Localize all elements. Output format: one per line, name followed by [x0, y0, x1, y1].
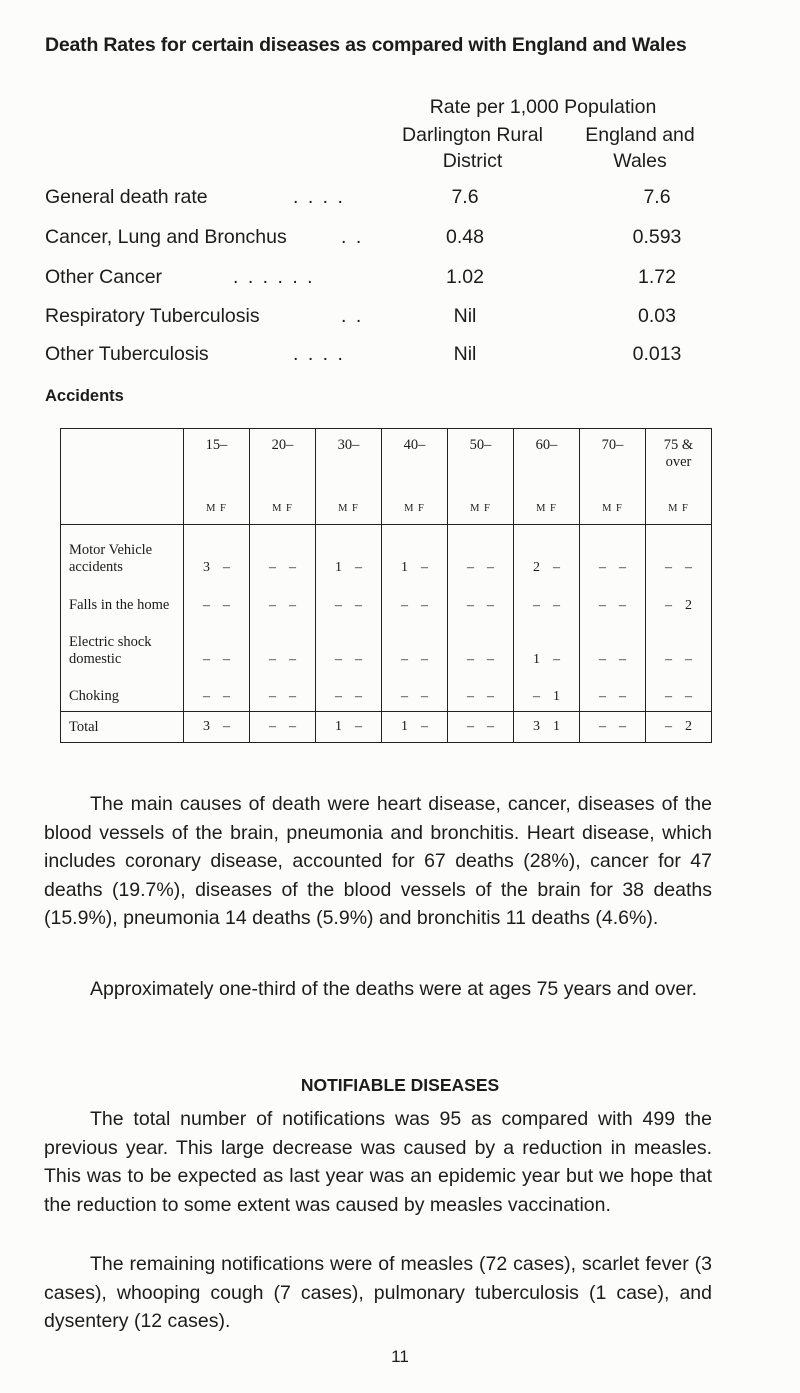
total-cell: [448, 712, 514, 743]
page-title: Death Rates for certain diseases as compared with England and Wales: [45, 34, 687, 56]
england-rate: 0.593: [632, 226, 682, 248]
male-value: –: [665, 651, 672, 667]
rate-label: Respiratory Tuberculosis: [45, 305, 260, 327]
age-group-extra: over: [665, 454, 692, 470]
accidents-table: [60, 428, 712, 743]
sex-label: M F: [602, 503, 623, 514]
male-value: –: [335, 597, 342, 613]
data-cell: [646, 525, 712, 582]
male-value: –: [467, 719, 474, 734]
female-value: 2: [685, 719, 692, 734]
male-value: –: [665, 597, 672, 613]
female-value: –: [619, 719, 626, 734]
female-value: –: [685, 689, 692, 704]
rate-label: Cancer, Lung and Bronchus: [45, 226, 287, 248]
sex-label: M F: [470, 503, 491, 514]
female-value: –: [223, 689, 230, 704]
data-cell: [250, 620, 316, 674]
female-value: –: [421, 651, 428, 667]
data-cell: [184, 620, 250, 674]
data-cell: [448, 620, 514, 674]
data-cell: [448, 674, 514, 712]
table-row: [61, 525, 712, 582]
total-row: [61, 712, 712, 743]
district-rate: 0.48: [446, 226, 484, 248]
male-value: 1: [335, 559, 342, 575]
data-cell: [514, 525, 580, 582]
district-rate: Nil: [453, 343, 477, 365]
female-value: –: [487, 559, 494, 575]
male-value: 2: [533, 559, 540, 575]
causes-paragraph: [44, 790, 712, 933]
age-group-label: 20–: [271, 437, 294, 453]
male-value: –: [599, 689, 606, 704]
female-value: –: [355, 689, 362, 704]
district-header-line2: District: [442, 150, 503, 172]
rate-row: [45, 343, 725, 369]
rate-label: Other Cancer: [45, 266, 163, 288]
rate-row: [45, 186, 725, 212]
female-value: –: [685, 651, 692, 667]
sex-label: M F: [404, 503, 425, 514]
total-cell: [382, 712, 448, 743]
data-cell: [646, 620, 712, 674]
female-value: –: [685, 559, 692, 575]
male-value: 3: [533, 719, 540, 734]
district-header-line1: Darlington Rural: [402, 124, 543, 146]
female-value: –: [487, 651, 494, 667]
table-row: [61, 674, 712, 712]
male-value: –: [401, 651, 408, 667]
female-value: 2: [685, 597, 692, 613]
male-value: –: [203, 651, 210, 667]
age-group-label: 60–: [535, 437, 558, 453]
england-rate: 0.03: [638, 305, 676, 327]
male-value: –: [335, 689, 342, 704]
female-value: –: [421, 689, 428, 704]
male-value: –: [599, 597, 606, 613]
total-cell: [316, 712, 382, 743]
female-value: –: [421, 719, 428, 734]
male-value: –: [533, 689, 540, 704]
causes-text: The main causes of death were heart disease, cancer, diseases of the blood vessels of the brain, pneumonia and bronchitis. Heart disease, which includes coronary disease, accounted for 67 deaths (28%), cancer for 47 deaths (19.7%), diseases of the blood vessels of the brain for 38 deaths (15.9%), pneumonia 14 deaths (5.9%) and bronchitis 11 deaths (4.6%).: [44, 793, 712, 929]
total-cell: [646, 712, 712, 743]
total-label: Total: [61, 712, 184, 743]
female-value: –: [619, 689, 626, 704]
district-rate: Nil: [453, 305, 477, 327]
female-value: –: [553, 559, 560, 575]
age-group-header: [382, 429, 448, 525]
female-value: –: [289, 719, 296, 734]
male-value: –: [401, 689, 408, 704]
data-cell: [184, 674, 250, 712]
data-cell: [580, 582, 646, 620]
male-value: 3: [203, 719, 210, 734]
data-cell: [580, 525, 646, 582]
female-value: –: [223, 651, 230, 667]
remaining-text: The remaining notifications were of measles (72 cases), scarlet fever (3 cases), whooping cough (7 cases), pulmonary tuberculosis (1 case), and dysentery (12 cases).: [44, 1253, 712, 1332]
data-cell: [250, 525, 316, 582]
total-cell: [514, 712, 580, 743]
leader-dots: . .: [341, 226, 364, 248]
male-value: –: [665, 559, 672, 575]
male-value: –: [467, 689, 474, 704]
female-value: –: [355, 559, 362, 575]
female-value: –: [619, 597, 626, 613]
data-cell: [514, 674, 580, 712]
sex-label: M F: [668, 503, 689, 514]
england-rate: 7.6: [643, 186, 671, 208]
male-value: –: [467, 651, 474, 667]
female-value: –: [289, 559, 296, 575]
male-value: –: [269, 651, 276, 667]
data-cell: [382, 582, 448, 620]
female-value: –: [355, 597, 362, 613]
female-value: –: [619, 651, 626, 667]
leader-dots: . . . .: [293, 186, 345, 208]
age-group-header: [316, 429, 382, 525]
row-label-line2: accidents: [69, 558, 123, 575]
male-value: –: [203, 597, 210, 613]
notifiable-diseases-heading: NOTIFIABLE DISEASES: [300, 1075, 500, 1095]
age-group-label: 15–: [205, 437, 228, 453]
female-value: –: [223, 719, 230, 734]
leader-dots: . . . . . .: [233, 266, 315, 288]
district-rate: 7.6: [451, 186, 479, 208]
male-value: 3: [203, 559, 210, 575]
table-row: [61, 620, 712, 674]
female-value: –: [223, 559, 230, 575]
data-cell: [184, 525, 250, 582]
sex-label: M F: [272, 503, 293, 514]
rate-label: Other Tuberculosis: [45, 343, 209, 365]
rate-row: [45, 266, 725, 292]
data-cell: [514, 620, 580, 674]
blank-header-cell: [61, 429, 184, 525]
age-group-label: 70–: [601, 437, 624, 453]
data-cell: [382, 674, 448, 712]
data-cell: [316, 582, 382, 620]
data-cell: [250, 674, 316, 712]
male-value: 1: [335, 719, 342, 734]
data-cell: [316, 525, 382, 582]
notifications-paragraph: [44, 1105, 712, 1219]
total-cell: [184, 712, 250, 743]
male-value: –: [467, 559, 474, 575]
data-cell: [448, 525, 514, 582]
female-value: –: [487, 597, 494, 613]
england-header-line2: Wales: [613, 150, 667, 172]
male-value: –: [533, 597, 540, 613]
data-cell: [316, 620, 382, 674]
leader-dots: . .: [341, 305, 364, 327]
district-rate: 1.02: [446, 266, 484, 288]
female-value: –: [553, 597, 560, 613]
male-value: –: [269, 689, 276, 704]
rate-label: General death rate: [45, 186, 208, 208]
male-value: –: [599, 651, 606, 667]
female-value: 1: [553, 719, 560, 734]
male-value: –: [269, 597, 276, 613]
male-value: 1: [401, 719, 408, 734]
row-label: [61, 525, 184, 582]
age-group-header: [448, 429, 514, 525]
row-label: [61, 582, 184, 620]
male-value: –: [665, 719, 672, 734]
row-label-line1: Electric shock: [69, 633, 152, 650]
male-value: –: [269, 559, 276, 575]
female-value: –: [355, 719, 362, 734]
male-value: –: [203, 689, 210, 704]
female-value: –: [223, 597, 230, 613]
england-rate: 1.72: [638, 266, 676, 288]
male-value: –: [269, 719, 276, 734]
male-value: –: [599, 719, 606, 734]
data-cell: [646, 582, 712, 620]
total-cell: [250, 712, 316, 743]
age-group-label: 75 &: [663, 437, 694, 453]
england-header-line1: England and: [585, 124, 695, 146]
female-value: –: [289, 689, 296, 704]
age-group-header: [580, 429, 646, 525]
row-label: [61, 620, 184, 674]
row-label-line1: Falls in the home: [69, 596, 170, 613]
row-label-line1: Choking: [69, 688, 119, 704]
data-cell: [250, 582, 316, 620]
age-group-header: [250, 429, 316, 525]
age-group-label: 30–: [337, 437, 360, 453]
female-value: –: [421, 597, 428, 613]
table-row: [61, 582, 712, 620]
male-value: –: [401, 597, 408, 613]
age75-paragraph: [44, 975, 712, 1004]
age75-text: Approximately one-third of the deaths were at ages 75 years and over.: [90, 978, 698, 1000]
age-group-header: [184, 429, 250, 525]
data-cell: [514, 582, 580, 620]
page-number: 11: [391, 1347, 409, 1366]
female-value: –: [289, 651, 296, 667]
male-value: –: [467, 597, 474, 613]
data-cell: [316, 674, 382, 712]
row-label-line2: domestic: [69, 650, 122, 667]
data-cell: [184, 582, 250, 620]
data-cell: [448, 582, 514, 620]
table-header-row: [61, 429, 712, 525]
rate-row: [45, 226, 725, 252]
data-cell: [382, 620, 448, 674]
female-value: –: [355, 651, 362, 667]
sex-label: M F: [338, 503, 359, 514]
england-rate: 0.013: [632, 343, 682, 365]
female-value: –: [553, 651, 560, 667]
age-group-label: 50–: [469, 437, 492, 453]
row-label-line1: Motor Vehicle: [69, 541, 153, 558]
notifications-text: The total number of notifications was 95 as compared with 499 the previous year. This large decrease was caused by a reduction in measles. This was to be expected as last year was an epidemic year but we hope that the reduction to some extent was caused by measles vaccination.: [44, 1108, 712, 1216]
data-cell: [580, 674, 646, 712]
rate-row: [45, 305, 725, 331]
age-group-label: 40–: [403, 437, 426, 453]
male-value: –: [665, 689, 672, 704]
male-value: 1: [533, 651, 540, 667]
total-cell: [580, 712, 646, 743]
data-cell: [646, 674, 712, 712]
data-cell: [580, 620, 646, 674]
female-value: –: [289, 597, 296, 613]
male-value: 1: [401, 559, 408, 575]
sex-label: M F: [536, 503, 557, 514]
female-value: 1: [553, 689, 560, 704]
leader-dots: . . . .: [293, 343, 345, 365]
data-cell: [382, 525, 448, 582]
male-value: –: [599, 559, 606, 575]
male-value: –: [335, 651, 342, 667]
sex-label: M F: [206, 503, 227, 514]
age-group-header: [646, 429, 712, 525]
female-value: –: [487, 689, 494, 704]
rate-header: Rate per 1,000 Population: [429, 96, 657, 118]
female-value: –: [619, 559, 626, 575]
female-value: –: [421, 559, 428, 575]
age-group-header: [514, 429, 580, 525]
row-label: [61, 674, 184, 712]
accidents-heading: Accidents: [45, 387, 124, 405]
remaining-paragraph: [44, 1250, 712, 1336]
female-value: –: [487, 719, 494, 734]
